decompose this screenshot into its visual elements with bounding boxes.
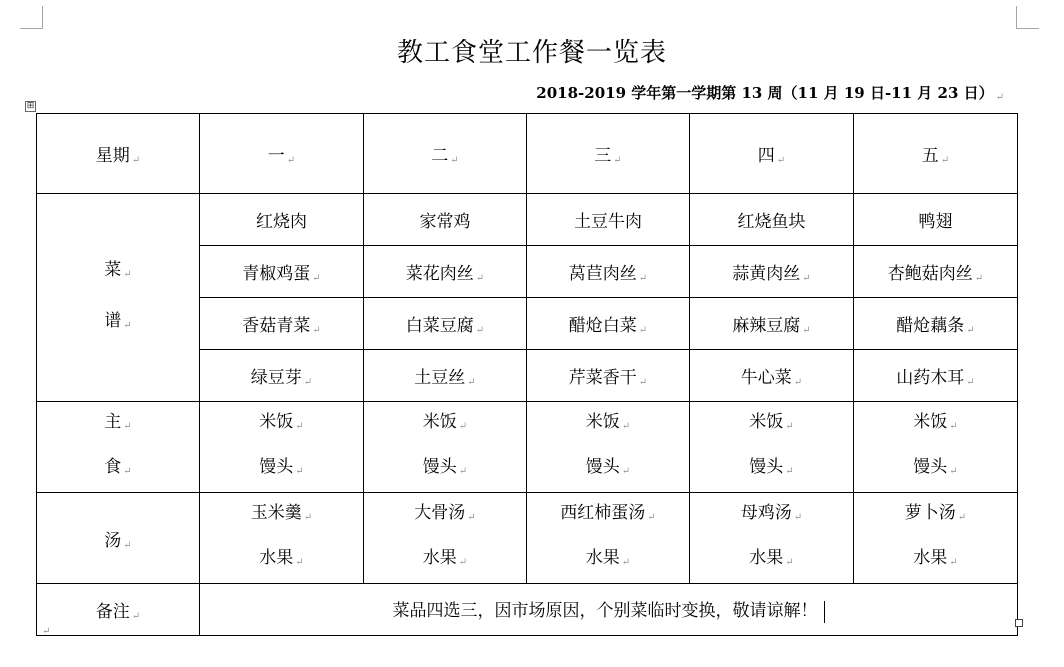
paragraph-mark-icon: ↵ — [475, 325, 485, 336]
dish-cell[interactable]: 红烧肉 — [200, 194, 364, 246]
paragraph-mark-icon: ↵ — [974, 273, 984, 284]
staple-row — [37, 402, 1018, 493]
remark-row — [37, 584, 1018, 636]
paragraph-mark-icon: ↵ — [312, 325, 321, 336]
dish-cell[interactable]: 菜花肉丝 ↵ — [364, 246, 527, 298]
day-cell-fri[interactable]: 五 ↵ — [854, 114, 1018, 194]
paragraph-mark-icon: ↵ — [638, 325, 648, 336]
day-cell-wed[interactable]: 三 ↵ — [527, 114, 690, 194]
paragraph-mark-icon: ↵ — [295, 421, 304, 432]
paragraph-mark-icon: ↵ — [949, 466, 958, 477]
paragraph-mark-icon: ↵ — [467, 377, 476, 388]
paragraph-mark-icon: ↵ — [793, 377, 803, 388]
paragraph-mark-icon: ↵ — [793, 512, 803, 523]
soup-cell[interactable]: 玉米羹 ↵ 水果 ↵ — [200, 493, 364, 584]
paragraph-mark-icon: ↵ — [303, 377, 313, 388]
day-cell-thu[interactable]: 四 ↵ — [690, 114, 854, 194]
week-subtitle[interactable]: 2018-2019 学年第一学期第 13 周（11 月 19 日-11 月 23 日） ↵ — [536, 84, 1004, 103]
table-row — [37, 194, 1018, 246]
paragraph-mark-icon: ↵ — [957, 512, 967, 523]
paragraph-mark-icon: ↵ — [638, 273, 648, 284]
staple-cell[interactable]: 米饭 ↵ 馒头 ↵ — [854, 402, 1018, 493]
paragraph-mark-icon: ↵ — [995, 92, 1004, 103]
dish-cell[interactable]: 香菇青菜 ↵ — [200, 298, 364, 350]
soup-cell[interactable]: 母鸡汤 ↵ 水果 ↵ — [690, 493, 854, 584]
soup-cell[interactable]: 大骨汤 ↵ 水果 ↵ — [364, 493, 527, 584]
paragraph-mark-icon: ↵ — [966, 377, 975, 388]
paragraph-mark-icon: ↵ — [123, 539, 132, 551]
paragraph-mark-icon: ↵ — [785, 421, 794, 432]
paragraph-mark-icon: ↵ — [131, 155, 141, 166]
paragraph-mark-icon: ↵ — [303, 512, 313, 523]
dish-cell[interactable]: 山药木耳 ↵ — [854, 350, 1018, 402]
remark-text-cell[interactable]: 菜品四选三，因市场原因，个别菜临时变换，敬请谅解！ — [200, 584, 1018, 636]
paragraph-mark-icon: ↵ — [131, 611, 141, 622]
dishes-label-cell[interactable]: 菜 ↵ 谱 ↵ — [37, 194, 200, 402]
weekday-label-cell[interactable]: 星期 ↵ — [37, 114, 200, 194]
dish-cell[interactable]: 麻辣豆腐 ↵ — [690, 298, 854, 350]
soup-cell[interactable]: 萝卜汤 ↵ 水果 ↵ — [854, 493, 1018, 584]
text-cursor — [824, 601, 825, 623]
paragraph-mark-icon: ↵ — [458, 466, 468, 477]
paragraph-mark-icon: ↵ — [312, 273, 321, 284]
paragraph-mark-icon: ↵ — [467, 512, 476, 523]
paragraph-mark-icon: ↵ — [802, 273, 811, 284]
paragraph-mark-icon: ↵ — [621, 557, 631, 568]
paragraph-mark-icon: ↵ — [123, 268, 132, 280]
page-corner-mark-right — [1016, 6, 1039, 29]
paragraph-mark-icon: ↵ — [295, 466, 304, 477]
paragraph-mark-icon: ↵ — [621, 466, 631, 477]
paragraph-mark-icon: ↵ — [785, 557, 794, 568]
dish-cell[interactable]: 绿豆芽 ↵ — [200, 350, 364, 402]
dish-cell[interactable]: 杏鲍菇肉丝 ↵ — [854, 246, 1018, 298]
paragraph-mark-icon: ↵ — [286, 155, 296, 166]
dish-cell[interactable]: 白菜豆腐 ↵ — [364, 298, 527, 350]
table-resize-handle[interactable] — [1015, 619, 1023, 627]
paragraph-mark-icon: ↵ — [295, 557, 304, 568]
staple-cell[interactable]: 米饭 ↵ 馒头 ↵ — [690, 402, 854, 493]
paragraph-mark-icon: ↵ — [123, 421, 132, 432]
paragraph-mark-icon: ↵ — [638, 377, 648, 388]
dish-cell[interactable]: 红烧鱼块 — [690, 194, 854, 246]
paragraph-mark-icon: ↵ — [966, 325, 975, 336]
remark-label-cell[interactable]: 备注 ↵ — [37, 584, 200, 636]
paragraph-mark-icon: ↵ — [475, 273, 485, 284]
paragraph-mark-icon: ↵ — [776, 155, 786, 166]
paragraph-mark-icon: ↵ — [949, 421, 958, 432]
paragraph-mark-icon: ↵ — [940, 155, 950, 166]
paragraph-mark-icon: ↵ — [123, 466, 132, 477]
paragraph-mark-icon: ↵ — [613, 155, 622, 166]
soup-label-cell[interactable]: 汤 ↵ — [37, 493, 200, 584]
dish-cell[interactable]: 鸭翅 — [854, 194, 1018, 246]
staple-cell[interactable]: 米饭 ↵ 馒头 ↵ — [527, 402, 690, 493]
paragraph-mark-icon: ↵ — [785, 466, 794, 477]
menu-table — [36, 113, 1018, 636]
paragraph-mark-icon: ↵ — [458, 557, 468, 568]
document-title[interactable]: 教工食堂工作餐一览表 — [396, 38, 667, 68]
paragraph-mark-icon: ↵ — [123, 319, 132, 331]
dish-cell[interactable]: 芹菜香干 ↵ — [527, 350, 690, 402]
paragraph-mark-icon: ↵ — [949, 557, 958, 568]
day-cell-mon[interactable]: 一 ↵ — [200, 114, 364, 194]
dish-cell[interactable]: 蒜黄肉丝 ↵ — [690, 246, 854, 298]
paragraph-mark-icon: ↵ — [647, 512, 656, 523]
dish-cell[interactable]: 醋炝藕条 ↵ — [854, 298, 1018, 350]
staple-cell[interactable]: 米饭 ↵ 馒头 ↵ — [200, 402, 364, 493]
table-move-handle-icon[interactable]: ⊞ — [26, 101, 35, 111]
dish-cell[interactable]: 土豆牛肉 — [527, 194, 690, 246]
staple-label-cell[interactable]: 主 ↵ 食 ↵ — [37, 402, 200, 493]
staple-cell[interactable]: 米饭 ↵ 馒头 ↵ — [364, 402, 527, 493]
dish-cell[interactable]: 青椒鸡蛋 ↵ — [200, 246, 364, 298]
paragraph-mark-icon: ↵ — [802, 325, 811, 336]
dish-cell[interactable]: 牛心菜 ↵ — [690, 350, 854, 402]
paragraph-mark-icon: ↵ — [42, 626, 51, 637]
dish-cell[interactable]: 家常鸡 — [364, 194, 527, 246]
paragraph-mark-icon: ↵ — [621, 421, 631, 432]
dish-cell[interactable]: 土豆丝 ↵ — [364, 350, 527, 402]
paragraph-mark-icon: ↵ — [450, 155, 459, 166]
dish-cell[interactable]: 醋炝白菜 ↵ — [527, 298, 690, 350]
soup-row — [37, 493, 1018, 584]
header-row — [37, 114, 1018, 194]
paragraph-mark-icon: ↵ — [458, 421, 468, 432]
dish-cell[interactable]: 莴苣肉丝 ↵ — [527, 246, 690, 298]
page-corner-mark-left — [20, 6, 43, 29]
soup-cell[interactable]: 西红柿蛋汤 ↵ 水果 ↵ — [527, 493, 690, 584]
day-cell-tue[interactable]: 二 ↵ — [364, 114, 527, 194]
